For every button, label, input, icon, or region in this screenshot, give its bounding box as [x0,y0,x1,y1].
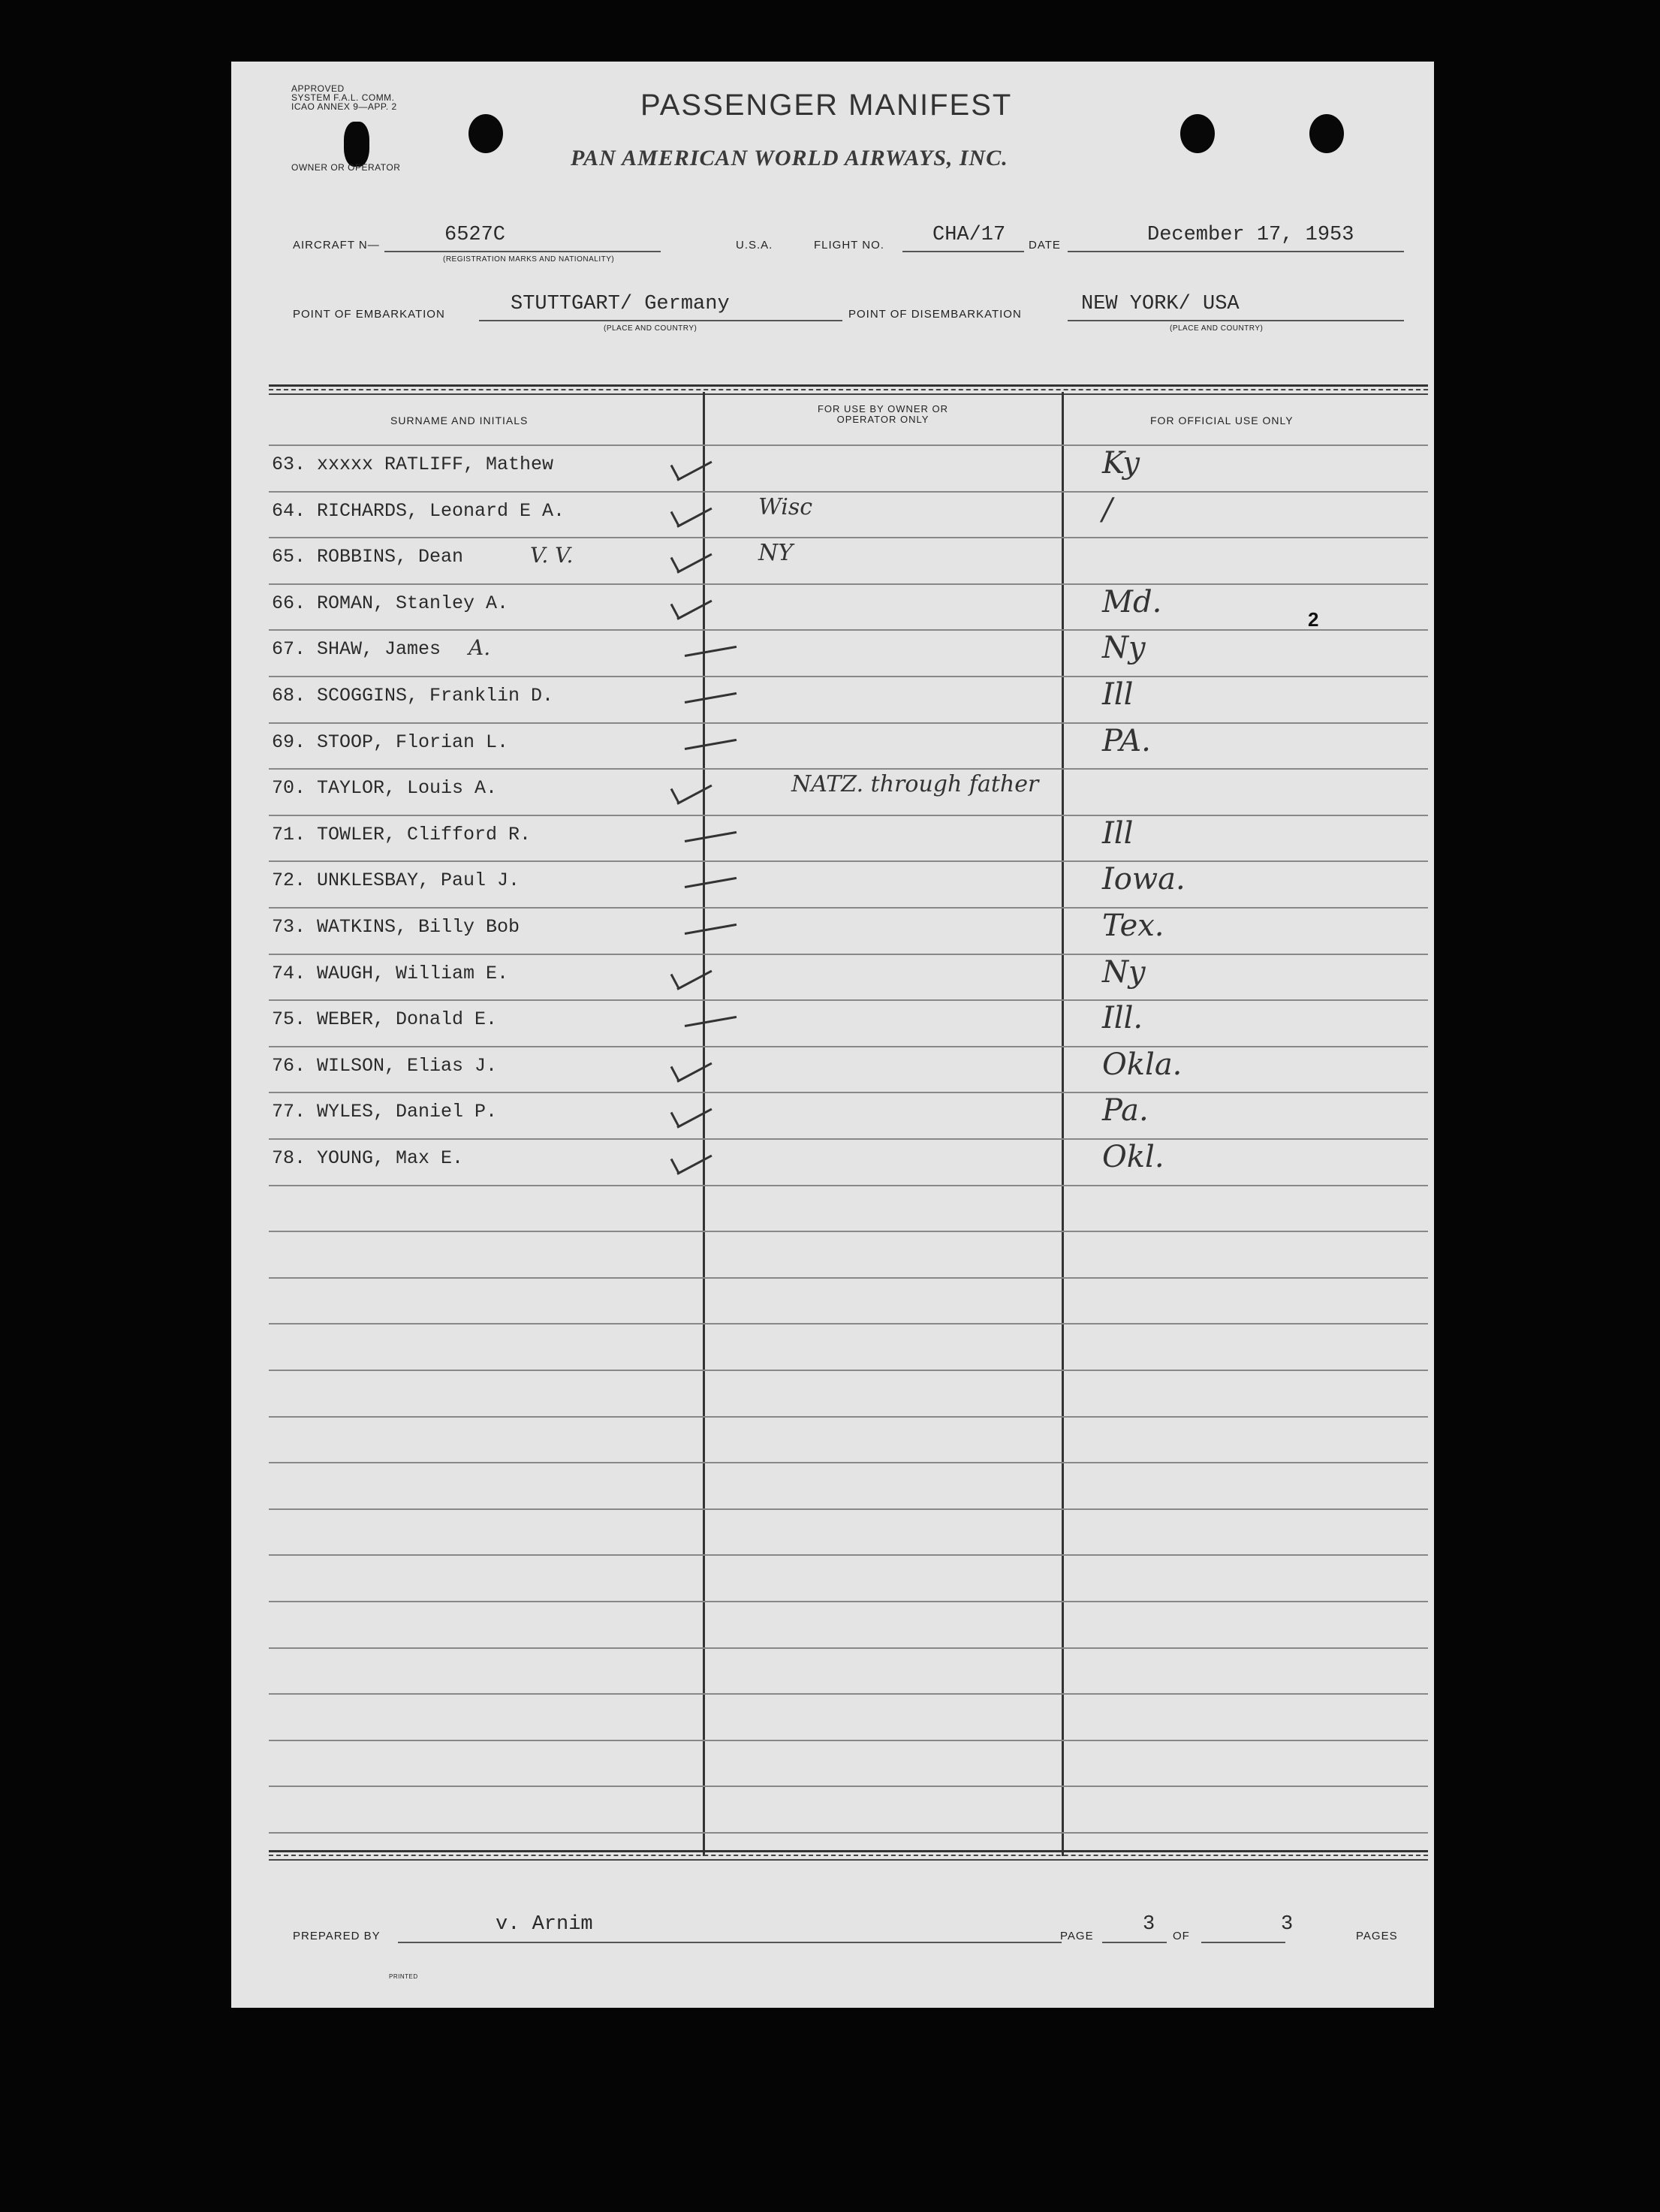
col-official-header: FOR OFFICIAL USE ONLY [1150,414,1294,426]
approval-line-2: SYSTEM F.A.L. COMM. [291,92,395,103]
owner-note: Wisc [758,494,813,520]
row-divider [269,1740,1428,1741]
passenger-name: 73. WATKINS, Billy Bob [272,916,520,938]
owner-operator-label: OWNER OR OPERATOR [291,162,401,173]
embarkation-label: POINT OF EMBARKATION [293,308,445,321]
passenger-name: 75. WEBER, Donald E. [272,1008,498,1030]
passenger-name: 72. UNKLESBAY, Paul J. [272,869,520,891]
row-divider [269,1693,1428,1695]
row-divider [269,629,1428,631]
passenger-name: 78. YOUNG, Max E. [272,1147,464,1169]
date-label: DATE [1029,239,1061,252]
row-divider [269,1185,1428,1186]
passenger-name: 70. TAYLOR, Louis A. [272,777,498,799]
row-divider [269,907,1428,909]
row-divider [269,1277,1428,1279]
disembarkation-value: NEW YORK/ USA [1081,293,1240,315]
row-divider [269,1601,1428,1602]
passenger-name: 67. SHAW, James [272,638,441,660]
col-surname-header: SURNAME AND INITIALS [390,414,529,426]
punch-hole-left [468,114,503,153]
owner-note: NATZ. through father [791,771,1039,797]
punch-hole-center [1180,114,1215,153]
official-state: Ill. [1102,1001,1143,1035]
col-owner-header: FOR USE BY OWNER OR OPERATOR ONLY [817,403,949,425]
page-mark: 2 [1308,608,1319,631]
page-title: PASSENGER MANIFEST [640,89,1013,122]
row-divider [269,722,1428,724]
embarkation-note: (PLACE AND COUNTRY) [604,324,697,333]
passenger-name: 64. RICHARDS, Leonard E A. [272,500,565,522]
row-divider [269,1046,1428,1047]
usa-label: U.S.A. [736,239,773,252]
prepared-by-label: PREPARED BY [293,1930,381,1942]
row-divider [269,1416,1428,1418]
official-state: Pa. [1102,1093,1149,1128]
approval-line-3: ICAO ANNEX 9—APP. 2 [291,101,397,112]
row-divider [269,1647,1428,1649]
pages-label: PAGES [1356,1930,1398,1942]
official-state: Md. [1102,585,1162,619]
flight-number: CHA/17 [932,224,1006,246]
row-divider [269,768,1428,770]
row-divider [269,1508,1428,1510]
row-divider [269,1554,1428,1556]
airline-name: PAN AMERICAN WORLD AIRWAYS, INC. [571,146,1008,170]
passenger-name: 76. WILSON, Elias J. [272,1055,498,1077]
row-divider [269,1323,1428,1324]
embarkation-value: STUTTGART/ Germany [511,293,730,315]
handwritten-initials: A. [468,635,491,660]
official-state: Iowa. [1102,862,1185,897]
official-state: PA. [1102,724,1151,758]
passenger-name: 68. SCOGGINS, Franklin D. [272,685,554,707]
disembarkation-note: (PLACE AND COUNTRY) [1170,324,1264,333]
row-divider [269,1786,1428,1787]
prepared-by-value: v. Arnim [496,1913,593,1936]
row-divider [269,999,1428,1001]
handwritten-initials: V. V. [530,543,574,568]
official-state: Okla. [1102,1047,1182,1082]
flight-date: December 17, 1953 [1147,224,1354,246]
row-divider [269,1231,1428,1232]
passenger-name: 66. ROMAN, Stanley A. [272,592,509,614]
official-state: Ill [1102,816,1134,851]
passenger-name: 71. TOWLER, Clifford R. [272,824,532,845]
official-state: / [1102,493,1113,527]
row-divider [269,583,1428,585]
official-state: Ky [1102,446,1140,481]
passenger-name: 74. WAUGH, William E. [272,963,509,984]
punch-hole-right [1309,114,1344,153]
official-state: Ny [1102,631,1146,665]
row-divider [269,445,1428,446]
row-divider [269,1462,1428,1463]
passenger-name: 69. STOOP, Florian L. [272,731,509,753]
official-state: Okl. [1102,1140,1164,1174]
row-divider [269,1832,1428,1834]
passenger-name: 63. xxxxx RATLIFF, Mathew [272,454,554,475]
row-divider [269,1138,1428,1140]
row-divider [269,954,1428,955]
official-state: Ny [1102,955,1146,990]
row-divider [269,537,1428,538]
row-divider [269,815,1428,816]
passenger-name: 65. ROBBINS, Dean [272,546,464,568]
official-state: Tex. [1102,909,1164,943]
aircraft-label: AIRCRAFT N— [293,239,380,252]
of-label: OF [1173,1930,1190,1942]
row-divider [269,860,1428,862]
page-number: 3 [1143,1913,1155,1936]
flight-label: FLIGHT NO. [814,239,884,252]
row-divider [269,676,1428,677]
ink-blot [344,122,369,167]
passenger-name: 77. WYLES, Daniel P. [272,1101,498,1123]
row-divider [269,1092,1428,1093]
disembarkation-label: POINT OF DISEMBARKATION [848,308,1022,321]
page-label: PAGE [1060,1930,1094,1942]
row-divider [269,1370,1428,1371]
aircraft-number: 6527C [444,224,506,246]
official-state: Ill [1102,677,1134,712]
owner-note: NY [758,540,794,566]
registration-note: (REGISTRATION MARKS AND NATIONALITY) [443,255,615,264]
approval-block [291,84,397,111]
manifest-sheet [231,62,1434,2008]
row-divider [269,491,1428,493]
approval-line-1: APPROVED [291,83,345,94]
total-pages: 3 [1281,1913,1294,1936]
printed-note: PRINTED [389,1973,418,1980]
